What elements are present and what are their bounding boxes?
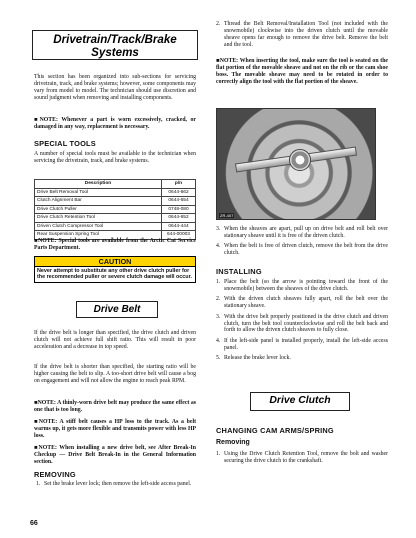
table-row <box>35 188 196 197</box>
list-item: 3. With the drive belt properly positioned in the drive clutch and driven clutch, turn the belt tool counterclockwise and roll the belt back and forth to allow the driven clutch sheaves to fully close. <box>216 313 388 334</box>
section-title-line1: Drivetrain/Track/Brake <box>53 33 177 46</box>
removal-steps-final <box>216 226 388 261</box>
special-tools-heading: SPECIAL TOOLS <box>34 139 96 148</box>
note-replace: ■NOTE: Whenever a part is worn excessively, cracked, or damaged in any way, replacement is necessary. <box>34 117 196 130</box>
list-item: 1. Place the belt (so the arrow is pointing toward the front of the snowmobile) between the sheaves of the drive clutch. <box>216 279 388 292</box>
list-item: 1. Using the Drive Clutch Retention Tool, remove the bolt and washer securing the drive clutch to the crankshaft. <box>216 451 388 464</box>
table-cell-description: Drive Clutch Puller <box>35 205 162 214</box>
note-thin-belt: ■NOTE: A thinly-worn drive belt may produce the same effect as one that is too long. <box>34 400 196 413</box>
table-cell-description: Rear Suspension Spring Tool <box>35 231 162 240</box>
table-row <box>35 205 196 214</box>
table-cell-pn: 644-00003 <box>162 231 196 240</box>
section-title-line2: Systems <box>91 46 139 59</box>
special-tools-table <box>34 179 196 240</box>
table-header-description: Description <box>35 180 162 189</box>
removing-heading: REMOVING <box>34 470 76 479</box>
table-cell-description: Drive Belt Removal Tool <box>35 188 162 197</box>
note-special-tools: ■NOTE: Special tools are available from the Arctic Cat Service Parts Department. <box>34 238 196 251</box>
table-cell-pn: 0644-444 <box>162 222 196 231</box>
table-header-row <box>35 180 196 189</box>
table-cell-pn: 0644-662 <box>162 188 196 197</box>
clutch-photo <box>216 108 376 220</box>
table-cell-description: Clutch Alignment Bar <box>35 197 162 206</box>
list-item: 2. With the driven clutch sheaves fully apart, roll the belt over the stationary sheave. <box>216 296 388 310</box>
table-row <box>35 197 196 206</box>
list-item: 3. When the sheaves are apart, pull up on drive belt and roll belt over stationary sheave until it is free of the driven clutch. <box>216 226 388 239</box>
installing-heading: INSTALLING <box>216 267 262 276</box>
removing-steps <box>36 481 196 491</box>
table-cell-pn: 0644-654 <box>162 197 196 206</box>
installing-steps <box>216 279 388 366</box>
drive-belt-paragraph-1: If the drive belt is longer than specified, the drive clutch and driven clutch will not achieve full shift ratio. This will result in poor acceleration and a decrease in top speed. <box>34 330 196 350</box>
note-inserting-tool: ■NOTE: When inserting the tool, make sure the tool is seated on the flat portion of the movable sheave and not on the rib or the cam shoe boss. The movable sheave may need to be rotated in order to correctly align the tool with the flat portion of the sheave. <box>216 58 388 85</box>
cam-arms-heading: CHANGING CAM ARMS/SPRING <box>216 426 334 435</box>
note-new-belt: ■NOTE: When installing a new drive belt, see After Break-In Checkup — Drive Belt Break-In in the General Information section. <box>34 445 196 465</box>
section-title <box>32 30 198 60</box>
caution-label: CAUTION <box>34 256 196 267</box>
list-item: 2. Thread the Belt Removal/Installation Tool (not included with the snowmobile) clockwise into the driven clutch until the movable sheave opens far enough to remove the drive belt. Remove the belt and the tool. <box>216 21 388 48</box>
table-row <box>35 222 196 231</box>
table-cell-description: Driven Clutch Compressor Tool <box>35 222 162 231</box>
table-header-pn: p/n <box>162 180 196 189</box>
list-item: 1. Set the brake lever lock; then remove the left-side access panel. <box>36 481 192 487</box>
list-item: 4. When the belt is free of driven clutch, remove the belt from the drive clutch. <box>216 243 388 257</box>
removing-subheading: Removing <box>216 439 250 446</box>
removal-steps-continued <box>216 21 388 52</box>
drive-clutch-title: Drive Clutch <box>250 392 350 411</box>
intro-paragraph: This section has been organized into sub-sections for servicing drivetrain, track, and brake systems; however, some components may vary from model to model. The technician should use discretion and sound judgment when removing and installing components. <box>34 74 196 101</box>
note-stiff-belt: ■NOTE: A stiff belt causes a HP loss to the track. As a belt warms up, it gets more flexible and transmits power with less HP loss. <box>34 419 196 439</box>
clutch-removing-steps <box>216 451 388 468</box>
table-cell-pn: 0748-080 <box>162 205 196 214</box>
drive-belt-paragraph-2: If the drive belt is shorter than specified, the starting ratio will be higher causing the belt to slip. A too-short drive belt will cause a bog on engagement and will not allow the engine to reach peak RPM. <box>34 364 196 384</box>
special-tools-intro: A number of special tools must be available to the technician when servicing the drivetrain, track, and brake systems. <box>34 151 196 164</box>
list-item: 5. Release the brake lever lock. <box>216 355 291 362</box>
photo-caption: ZR-407 <box>220 213 234 218</box>
table-cell-description: Drive Clutch Retention Tool <box>35 214 162 223</box>
drive-belt-title: Drive Belt <box>76 301 158 318</box>
clutch-bolt-image <box>289 149 311 171</box>
page-number: 66 <box>30 520 38 527</box>
table-cell-pn: 0644-652 <box>162 214 196 223</box>
caution-text: Never attempt to substitute any other drive clutch puller for the recommended puller or severe clutch damage will occur. <box>34 267 196 283</box>
list-item: 4. If the left-side panel is installed properly, install the left-side access panel. <box>216 337 388 351</box>
table-row <box>35 214 196 223</box>
